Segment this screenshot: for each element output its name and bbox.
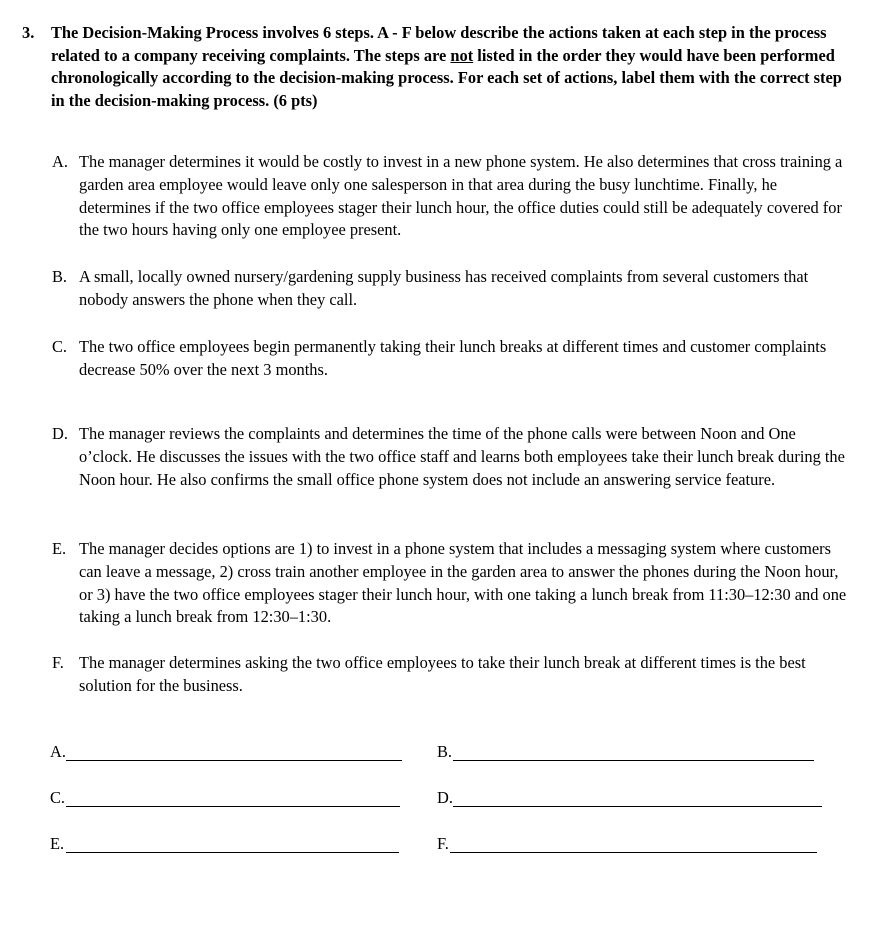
answer-blank-line[interactable] [453, 806, 822, 807]
answer-blank-line[interactable] [66, 806, 400, 807]
answer-field-a[interactable] [50, 742, 402, 764]
list-item-b [52, 266, 852, 312]
list-item-f [52, 652, 852, 698]
question-text-underlined: not [450, 45, 474, 65]
answer-field-d[interactable] [437, 788, 822, 810]
question-text-start: The Decision-Making Process involves 6 steps. A - F below describe the actions taken at each step in the process related to a company receiving complaints. The steps are [51, 23, 827, 65]
list-item-a [52, 151, 852, 242]
item-text: The manager determines it would be costly to invest in a new phone system. He also determines that cross training a garden area employee would leave only one salesperson in that area during the busy lunchtime. Finally, he determines if the two office employees stager their lunch hour, the office duties could still be adequately covered for the two hours having only one employee present. [79, 152, 843, 240]
answer-blank-line[interactable] [66, 760, 402, 761]
answer-blank-line[interactable] [453, 760, 814, 761]
item-letter: C. [52, 337, 68, 356]
item-text: The two office employees begin permanently taking their lunch breaks at different times and customer complaints decrease 50% over the next 3 months. [79, 337, 827, 379]
answer-blank-line[interactable] [66, 852, 399, 853]
answer-field-f[interactable] [437, 834, 817, 856]
item-letter: F. [52, 653, 64, 672]
item-text: The manager reviews the complaints and determines the time of the phone calls were between Noon and One o’clock. He discusses the issues with the two office staff and learns both employees take their lunch break during the Noon hour. He also confirms the small office phone system does not include an answering service feature. [79, 424, 845, 489]
item-text: A small, locally owned nursery/gardening supply business has received complaints from several customers that nobody answers the phone when they call. [79, 267, 809, 309]
question-number: 3. [22, 23, 35, 42]
answer-label: D. [437, 788, 453, 807]
item-letter: E. [52, 539, 67, 558]
question-text-end: listed in the order they would have been performed chronologically according to the decision-making process. For each set of actions, label them with the correct step in the decision-making process. (6 pts) [51, 45, 842, 110]
answer-field-b[interactable] [437, 742, 814, 764]
answer-blank-line[interactable] [450, 852, 817, 853]
question-text [51, 22, 857, 112]
answer-label: C. [50, 788, 66, 807]
question-prompt [22, 22, 857, 112]
list-item-c [52, 336, 852, 382]
answer-field-c[interactable] [50, 788, 400, 810]
list-item-d [52, 423, 852, 491]
answer-label: B. [437, 742, 453, 761]
answer-label: A. [50, 742, 66, 761]
answer-label: E. [50, 834, 65, 853]
item-text: The manager decides options are 1) to invest in a phone system that includes a messaging system where customers can leave a message, 2) cross train another employee in the garden area to answer the phones during the Noon hour, or 3) have the two office employees stager their lunch hour, with one taking a lunch break from 11:30–12:30 and one taking a lunch break from 12:30–1:30. [79, 539, 847, 627]
item-text: The manager determines asking the two office employees to take their lunch break at different times is the best solution for the business. [79, 653, 806, 695]
list-item-e [52, 538, 852, 629]
item-letter: B. [52, 267, 68, 286]
answer-field-e[interactable] [50, 834, 399, 856]
answer-label: F. [437, 834, 449, 853]
item-letter: D. [52, 424, 68, 443]
item-letter: A. [52, 152, 68, 171]
